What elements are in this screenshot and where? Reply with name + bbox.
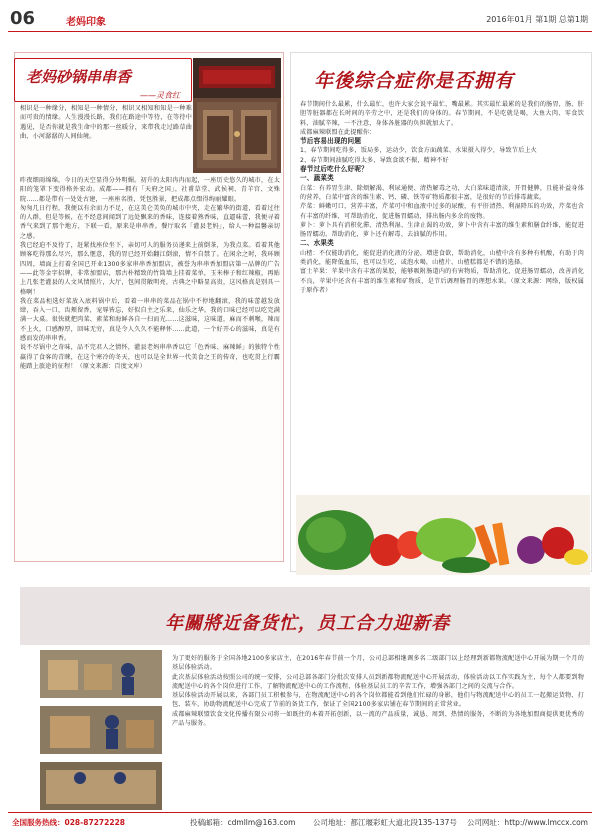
right-list-1: 1、春节期间吃得多，饭局多，运动少，饮食方面蔬菜、水果摄入得少，导致节后上火 [300, 147, 537, 155]
right-article-body [300, 100, 584, 295]
publication-name: 老妈印象 [66, 17, 106, 28]
page-footer [8, 812, 592, 828]
left-article-paragraph-1: 相识是一种缘分，相知是一种情分，相识又相知和知是一种难而可贵的情缘。人生漫漫长路，我们在路途中等待，在等待中遇见，是否你就是我生命中的那一丝暖分，来带我走过路草曲曲、小河潺潺的人间仙境。 [20, 105, 192, 140]
footer-website: 公司网址：http://www.lmccx.com [466, 818, 588, 827]
right-fruit-text: 山楂：不仅能助消化，能促进消化液的分泌，增进食欲，帮助消化，山楂中含有多种有机酸，有助于肉类消化，能降低血压，也可以生吃，或泡水喝，山楂片、山楂糕都是不错的选择。 富士苹果：苹果中含有丰富的果胶，能够吸附肠道内的有害物质，帮助消化，促进肠胃蠕动，改善消化不良，苹果中还含有丰富的维生素和矿物质，是节后调理肠胃的理想水果。（原文来源：网络，版权属于原作者） [300, 249, 584, 294]
right-heading-2: 春节过后吃什么好呢？ [300, 165, 368, 174]
left-article-author: ——灵食红 [140, 91, 180, 100]
right-list-2: 2、春节期间油腻吃得太多，导致食欲不振，精神不好 [300, 156, 449, 164]
bottom-article-title: 年關將近备货忙，员工合力迎新春 [165, 613, 450, 634]
right-article-title: 年後综合症你是否拥有 [314, 70, 515, 92]
right-note: 成都麻辣联盟在此提醒你： [300, 128, 376, 136]
right-fruit-heading: 二、水果类 [300, 239, 334, 248]
page-number: 06 [10, 8, 36, 29]
right-veg-text: 白菜：有养胃生津、除烦解渴、利尿通便、清热解毒之功，大白菜味道清淡，开胃健脾，且能补益身体的营养，白菜中富含的维生素、钙、磷、铁等矿物质都很丰富，是很好的节后排毒蔬菜。 芹菜：鲜嫩可口，营养丰富，芹菜可中和血液中过多的尿酸，有平肝清热、利湿降压的功效，芹菜也含有丰富的纤维，可帮助消化，促进肠胃蠕动，排出肠内多余的废物。 萝卜：萝卜具有消积化滞、清热利湿、生津止渴的功效，萝卜中含有丰富的维生素和膳食纤维，能促进肠胃蠕动，帮助消化，萝卜还有解毒、去油腻的作用。 [300, 184, 584, 239]
right-veg-heading: 一、蔬菜类 [300, 174, 334, 183]
issue-info: 2016年01月 第1期 总第1期 [486, 15, 588, 24]
page-header [8, 10, 592, 32]
footer-email: 投稿邮箱：cdmllm@163.com [190, 818, 296, 827]
right-heading-1: 节后容易出现的问题 [300, 137, 362, 146]
warehouse-photos [40, 650, 162, 810]
restaurant-photo [193, 58, 281, 173]
vegetables-photo [296, 495, 590, 575]
bottom-article-body: 为了更好的服务于全国各地2100多家店主，在2016年春节前一个月，公司总部相继调多名二级部门以上经理到新都物流配送中心开展为期一个月的基层体验活动。 此次基层体验活动按照公司的统一安排，公司总部各部门分批次安排人员到新都物流配送中心开展活动，体验活动以工作实践为主，每个人都要到物流配送中心的各个岗位进行工作，了解物流配送中心的工作流程，体验基层员工的辛苦工作，增强各部门之间的交流与合作。 基层体验活动开展以来，各部门员工积极参与，在物流配送中心的各个岗位都能看到他们忙碌的身影，他们与物流配送中心的员工一起搬运货物、打包、装车，协助物流配送中心完成了节前的备货工作，保证了全国2100多家店铺在春节期间的正常营业。 成都麻辣联盟饮食文化传播有限公司将一如既往的本着开拓创新，以一流的产品质量，诚恳、周到、热情的服务，不断的为各地加盟商提供更优秀的产品与服务。 [172, 655, 584, 728]
footer-hotline: 全国服务热线：028-87272228 [12, 818, 126, 827]
left-article-title: 老妈砂锅串串香 [26, 68, 132, 86]
footer-address: 公司地址：都江堰彩虹大道北段135-137号 [313, 818, 457, 827]
right-intro: 春节期间什么最累，什么最忙，也许大家会说平最忙，嘴最累。其实最忙最累的是我们的肠胃，肠、肝胆等脏器都在长时间的辛劳之中，还是我们的身体的。春节期间，不是吃就是喝，大鱼大肉、零食饮料、油腻辛辣，一不注意，身体各脏器的负担就加大了。 [300, 101, 584, 127]
left-article-paragraph-2: 昨夜细雨绵绵，今日的天空显得分外明媚。初升的太阳冉冉而起，一座历史悠久的城市，在太阳的笼罩下变得格外宏动。成都——拥有「天府之国」，社甫草堂、武侯祠、青羊宫、文殊院……都是带有一处处古建，一座座名胜，凭包胜景，把成都点缀得绚丽耀眼。 匆匆几日行程，我便以有余而力不足，在这美仑美奂的城市中夹，走在繁华的街道，看着过往的人群，但是等候，在不经意间闻到了远处飘来的香味，连接着熟香味，直逼味蕾，我便寻着香气来到了那个地方，下联一看，原来是串串香。餐厅取名「灌县老妈」，给人一种温馨亲切之感。 我已经迫不及待了，赶紧找座位坐下，亲切可人的服务员递来上前倒茶，为我点菜。看着其他顾客吃得那么尽兴，那么惬意，我的胃已经开始翻江倒滚，情不自禁了。在闲余之时，我环顾四周，墙面上打着全国已开业1300多家串串香加盟店，被誉为串串香加盟店第一品牌的广告——此等金字招牌，非常加盟店，那古朴精致的竹筒墙上挂着菜单，玉米棒子和红辣椒，再贴上几张老灌县的人文风情照片，大厅，包间贯敞明亮，古典之中略显高贵，这风格真是别具一格啊！ 我在菜品柜选好菜放入底料锅中后，看着一串串的菜品在锅中不停地翻滚，我的味蕾越发放肆，吞入一口，齿颊留香，宠辱皆忘，好似自主之乐来，仙乐之华。我的口味已经可以吃完满满一大桌。很快就把肉菜、素菜和海鲜各自一扫而光……这滋味，这味道，麻而不刺喉，辣而不上火，口感醇厚，回味无穷，真是令人久久不能释怀……此道，一个好开心的滋味，真是有感而发的串串香。 说不尽锅中之奇味，品不完君人之情怀，灌县老妈串串香以它「色香味、麻辣鲜」的独特个性赢得了食客的青睐，在这个寒冷的冬天，也可以是全世界一代美食之王的传奇，也吃贯上行霸能踏上旅途的征程！（原文来源：百度文库） [20, 177, 280, 370]
